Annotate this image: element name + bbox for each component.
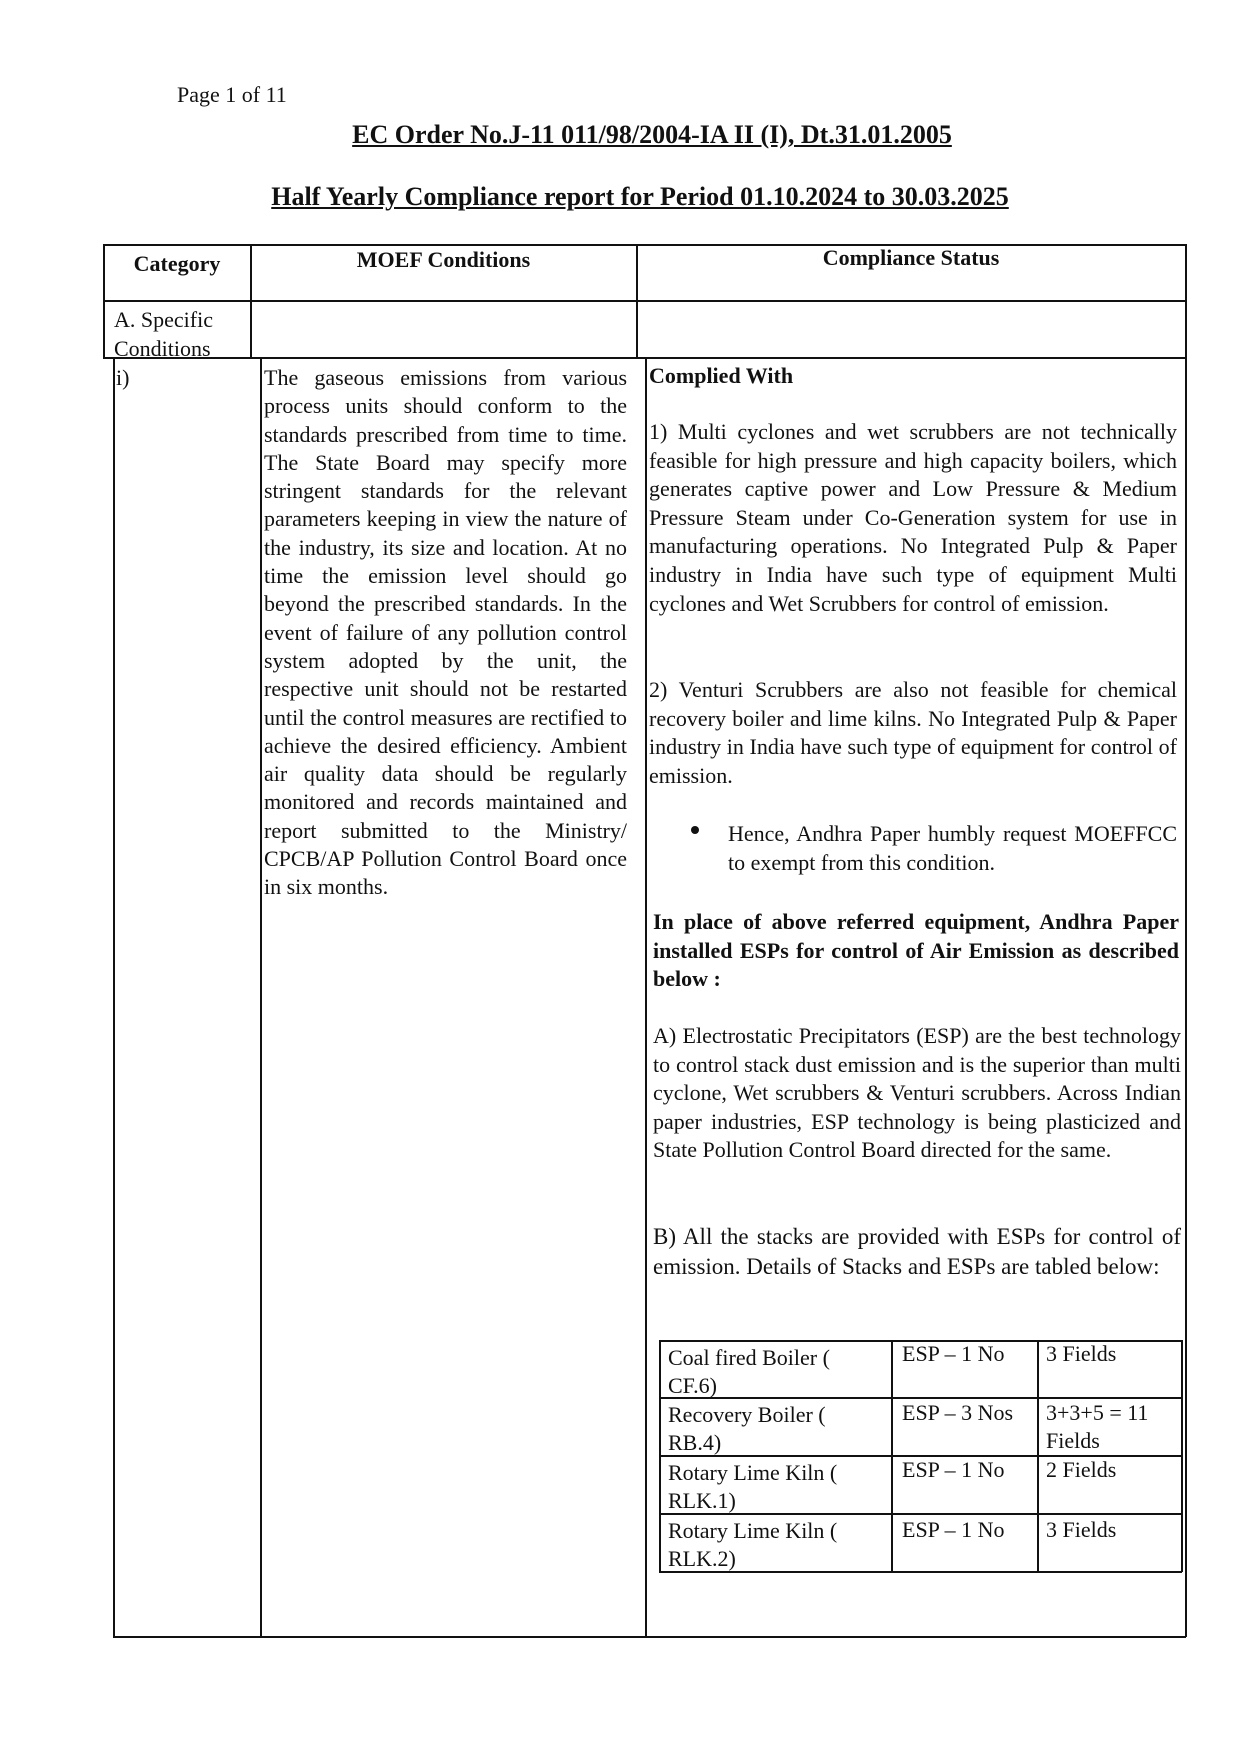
esp-units: ESP – 1 No xyxy=(902,1341,1005,1366)
section-label: A. Specific Conditions xyxy=(114,307,213,361)
status-paragraph-a: A) Electrostatic Precipitators (ESP) are the best technology to control stack dust emission and is the superior than multi cyclone, Wet scrubbers & Venturi scrubbers. Across Indian paper industries, ESP technology is being plasticized and State Pollution Control Board directed for the same. xyxy=(653,1023,1181,1163)
esp-units: ESP – 3 Nos xyxy=(902,1400,1014,1425)
table-border xyxy=(645,357,647,1637)
esp-table-border xyxy=(659,1340,661,1572)
status-paragraph-1: 1) Multi cyclones and wet scrubbers are not technically feasible for high pressure and high capacity boilers, which generates captive power and Low Pressure & Medium Pressure Steam under Co-Generation system for use in manufacturing operations. No Integrated Pulp & Paper industry in India have such type of equipment Multi cyclones and Wet Scrubbers for control of emission. xyxy=(649,419,1177,616)
esp-units: ESP – 1 No xyxy=(902,1457,1005,1482)
esp-source: Coal fired Boiler ( CF.6) xyxy=(668,1345,830,1398)
status-title: Complied With xyxy=(649,363,794,388)
header-category: Category xyxy=(133,251,221,276)
bullet-icon xyxy=(691,826,699,834)
esp-table-border xyxy=(1037,1340,1039,1572)
esp-fields: 3+3+5 = 11 Fields xyxy=(1046,1400,1149,1453)
esp-source: Rotary Lime Kiln ( RLK.1) xyxy=(668,1460,838,1513)
page-number: Page 1 of 11 xyxy=(177,82,287,107)
status-paragraph-2: 2) Venturi Scrubbers are also not feasible for chemical recovery boiler and lime kilns. No Integrated Pulp & Paper industry in India have such type of equipment for control of emission. xyxy=(649,677,1177,788)
esp-fields: 2 Fields xyxy=(1046,1457,1117,1482)
table-border xyxy=(103,300,1186,302)
esp-source: Rotary Lime Kiln ( RLK.2) xyxy=(668,1518,838,1571)
esp-table-border xyxy=(891,1340,893,1572)
status-paragraph-b: B) All the stacks are provided with ESPs for control of emission. Details of Stacks and ESPs are tabled below: xyxy=(653,1224,1181,1279)
header-compliance-status: Compliance Status xyxy=(822,245,1000,270)
order-title: EC Order No.J-11 011/98/2004-IA II (I), Dt.31.01.2005 xyxy=(352,120,952,149)
esp-fields: 3 Fields xyxy=(1046,1341,1117,1366)
table-border xyxy=(260,357,262,1637)
esp-source: Recovery Boiler ( RB.4) xyxy=(668,1402,826,1455)
esp-table-border xyxy=(1181,1340,1183,1572)
esp-fields: 3 Fields xyxy=(1046,1517,1117,1542)
moef-condition-text: The gaseous emissions from various process units should conform to the standards prescribed from time to time. The State Board may specify more stringent standards for the relevant parameters keeping in view the nature of the industry, its size and location. At no time the emission level should go beyond the prescribed standards. In the event of failure of any pollution control system adopted by the unit, the respective unit should not be restarted until the control measures are rectified to achieve the desired efficiency. Ambient air quality data should be regularly monitored and records maintained and report submitted to the Ministry/ CPCB/AP Pollution Control Board once in six months. xyxy=(264,365,627,900)
table-border xyxy=(113,1636,1186,1638)
esp-units: ESP – 1 No xyxy=(902,1517,1005,1542)
row-category: i) xyxy=(116,365,130,390)
report-subtitle: Half Yearly Compliance report for Period 01.10.2024 to 30.03.2025 xyxy=(271,182,1009,211)
status-bold-note: In place of above referred equipment, Andhra Paper installed ESPs for control of Air Emission as described below : xyxy=(653,909,1179,992)
table-border xyxy=(1185,244,1187,1637)
status-bullet-text: Hence, Andhra Paper humbly request MOEFFCC to exempt from this condition. xyxy=(728,821,1177,875)
table-border xyxy=(113,357,115,1637)
header-moef-conditions: MOEF Conditions xyxy=(356,247,531,272)
